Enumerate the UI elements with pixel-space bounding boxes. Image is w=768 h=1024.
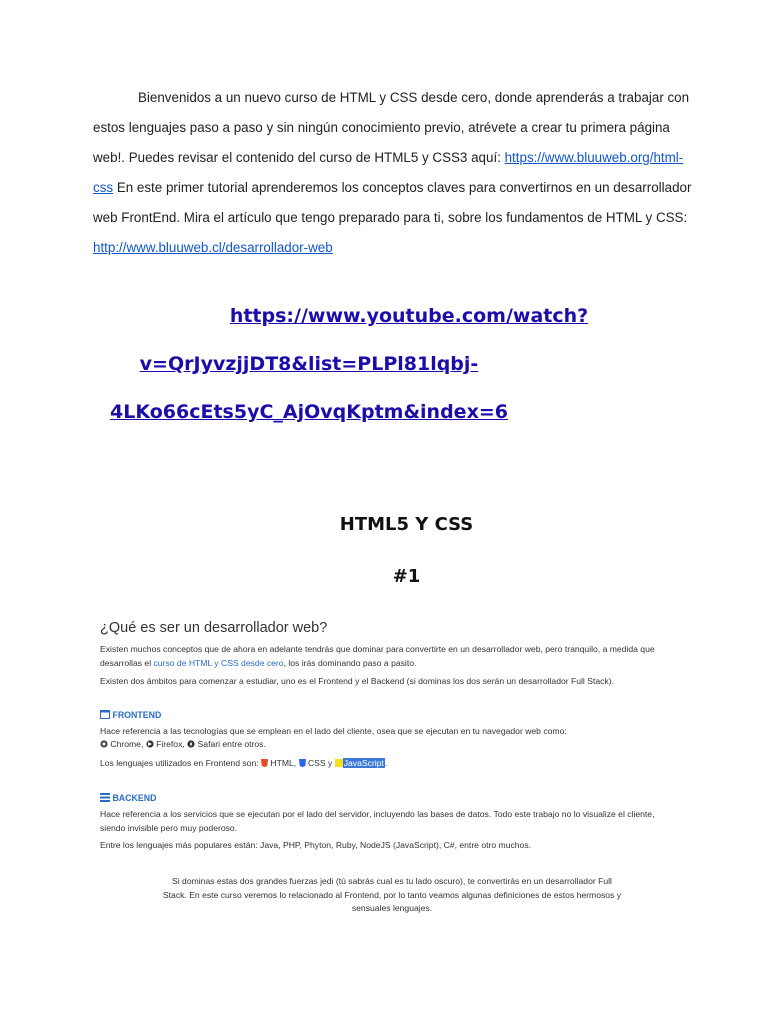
frontend-section-title: [100, 710, 161, 721]
document-title: HTML5 Y CSS: [339, 514, 474, 535]
javascript-icon: [335, 758, 343, 772]
article-question-heading: ¿Qué es ser un desarrollador web?: [100, 620, 328, 636]
window-icon: [100, 710, 110, 721]
bluuweb-article-link[interactable]: http://www.bluuweb.cl/desarrollador-web: [93, 240, 333, 255]
lang-css: CSS y: [307, 758, 333, 768]
youtube-link-line-3[interactable]: 4LKo66cEts5yC_AjOvqKptm&index=6: [110, 401, 508, 423]
course-link[interactable]: curso de HTML y CSS desde cero: [153, 657, 284, 668]
backend-languages: Entre los lenguajes más populares están: Java, PHP, Phyton, Ruby, NodeJS (JavaScript), C#, entre otro muchos.: [100, 840, 532, 850]
para1-text-b: , los irás dominando paso a pasito.: [283, 657, 417, 668]
safari-icon: [187, 739, 195, 753]
browser-chrome: Chrome,: [108, 739, 144, 749]
intro-text-1: Bienvenidos a un nuevo curso de HTML y CSS desde cero, donde aprenderás a trabajar con estos lenguajes paso a paso y sin ningún conocimiento previo, atrévete a crear tu primera página web!. Puedes revisar el contenido del curso de HTML5 y CSS3 aquí:: [93, 90, 690, 165]
article-paragraph-2: Existen dos ámbitos para comenzar a estudiar, uno es el Frontend y el Backend (si dominas los dos serán un desarrollador Full Stack).: [100, 676, 614, 686]
bluuweb-course-link[interactable]: https://www.bluuweb.org/html-css: [93, 150, 684, 195]
intro-text-2: En este primer tutorial aprenderemos los conceptos claves para convertirnos en un desarrollador web FrontEnd. Mira el artículo que tengo preparado para ti, sobre los fundamentos de HTML y CSS:: [93, 180, 692, 225]
para1-text-a: Existen muchos conceptos que de ahora en adelante tendrás que dominar para convertirte en un desarrollador web, pero tranquilo, a medida que desarrollas el: [100, 644, 655, 668]
frontend-description: Hace referencia a las tecnologías que se emplean en el lado del cliente, osea que se ejecutan en tu navegador web como:: [100, 726, 567, 736]
lang-javascript-highlighted: JavaScript: [343, 758, 384, 768]
frontend-languages: [100, 757, 680, 772]
youtube-link-line-2[interactable]: v=QrJyvzjjDT8&list=PLPl81lqbj-: [139, 353, 479, 375]
css3-icon: [299, 758, 306, 772]
backend-description: Hace referencia a los servicios que se ejecutan por el lado del servidor, incluyendo las bases de datos. Todo este trabajo no lo visualize el cliente, siendo invisible pero muy poderoso.: [100, 809, 655, 833]
backend-title-text: BACKEND: [112, 793, 157, 803]
langs-suffix: .: [384, 758, 388, 768]
server-icon: [100, 793, 110, 804]
youtube-link-line-1[interactable]: https://www.youtube.com/watch?: [229, 305, 589, 327]
embedded-article-screenshot: [92, 612, 688, 922]
browser-list: [100, 738, 680, 753]
firefox-icon: [146, 739, 154, 753]
intro-paragraph: [93, 83, 693, 263]
document-number: #1: [392, 566, 421, 587]
langs-prefix: Los lenguajes utilizados en Frontend son:: [100, 758, 261, 768]
chrome-icon: [100, 739, 108, 753]
full-stack-quote: Si dominas estas dos grandes fuerzas jedi (tú sabrás cual es tu lado oscuro), te convertirás en un desarrollador Full Stack. En este curso veremos lo relacionado al Frontend, por lo tanto veamos algunas definiciones de estos hermosos y sensuales lenguajes.: [162, 876, 622, 913]
frontend-title-text: FRONTEND: [112, 710, 162, 720]
youtube-link[interactable]: [0, 292, 768, 436]
html5-icon: [261, 758, 268, 772]
article-paragraph-1: [100, 643, 680, 670]
browser-firefox: Firefox,: [153, 739, 185, 749]
backend-section-title: [100, 793, 156, 804]
browser-safari: Safari entre otros.: [195, 739, 266, 749]
lang-html: HTML,: [270, 758, 297, 768]
